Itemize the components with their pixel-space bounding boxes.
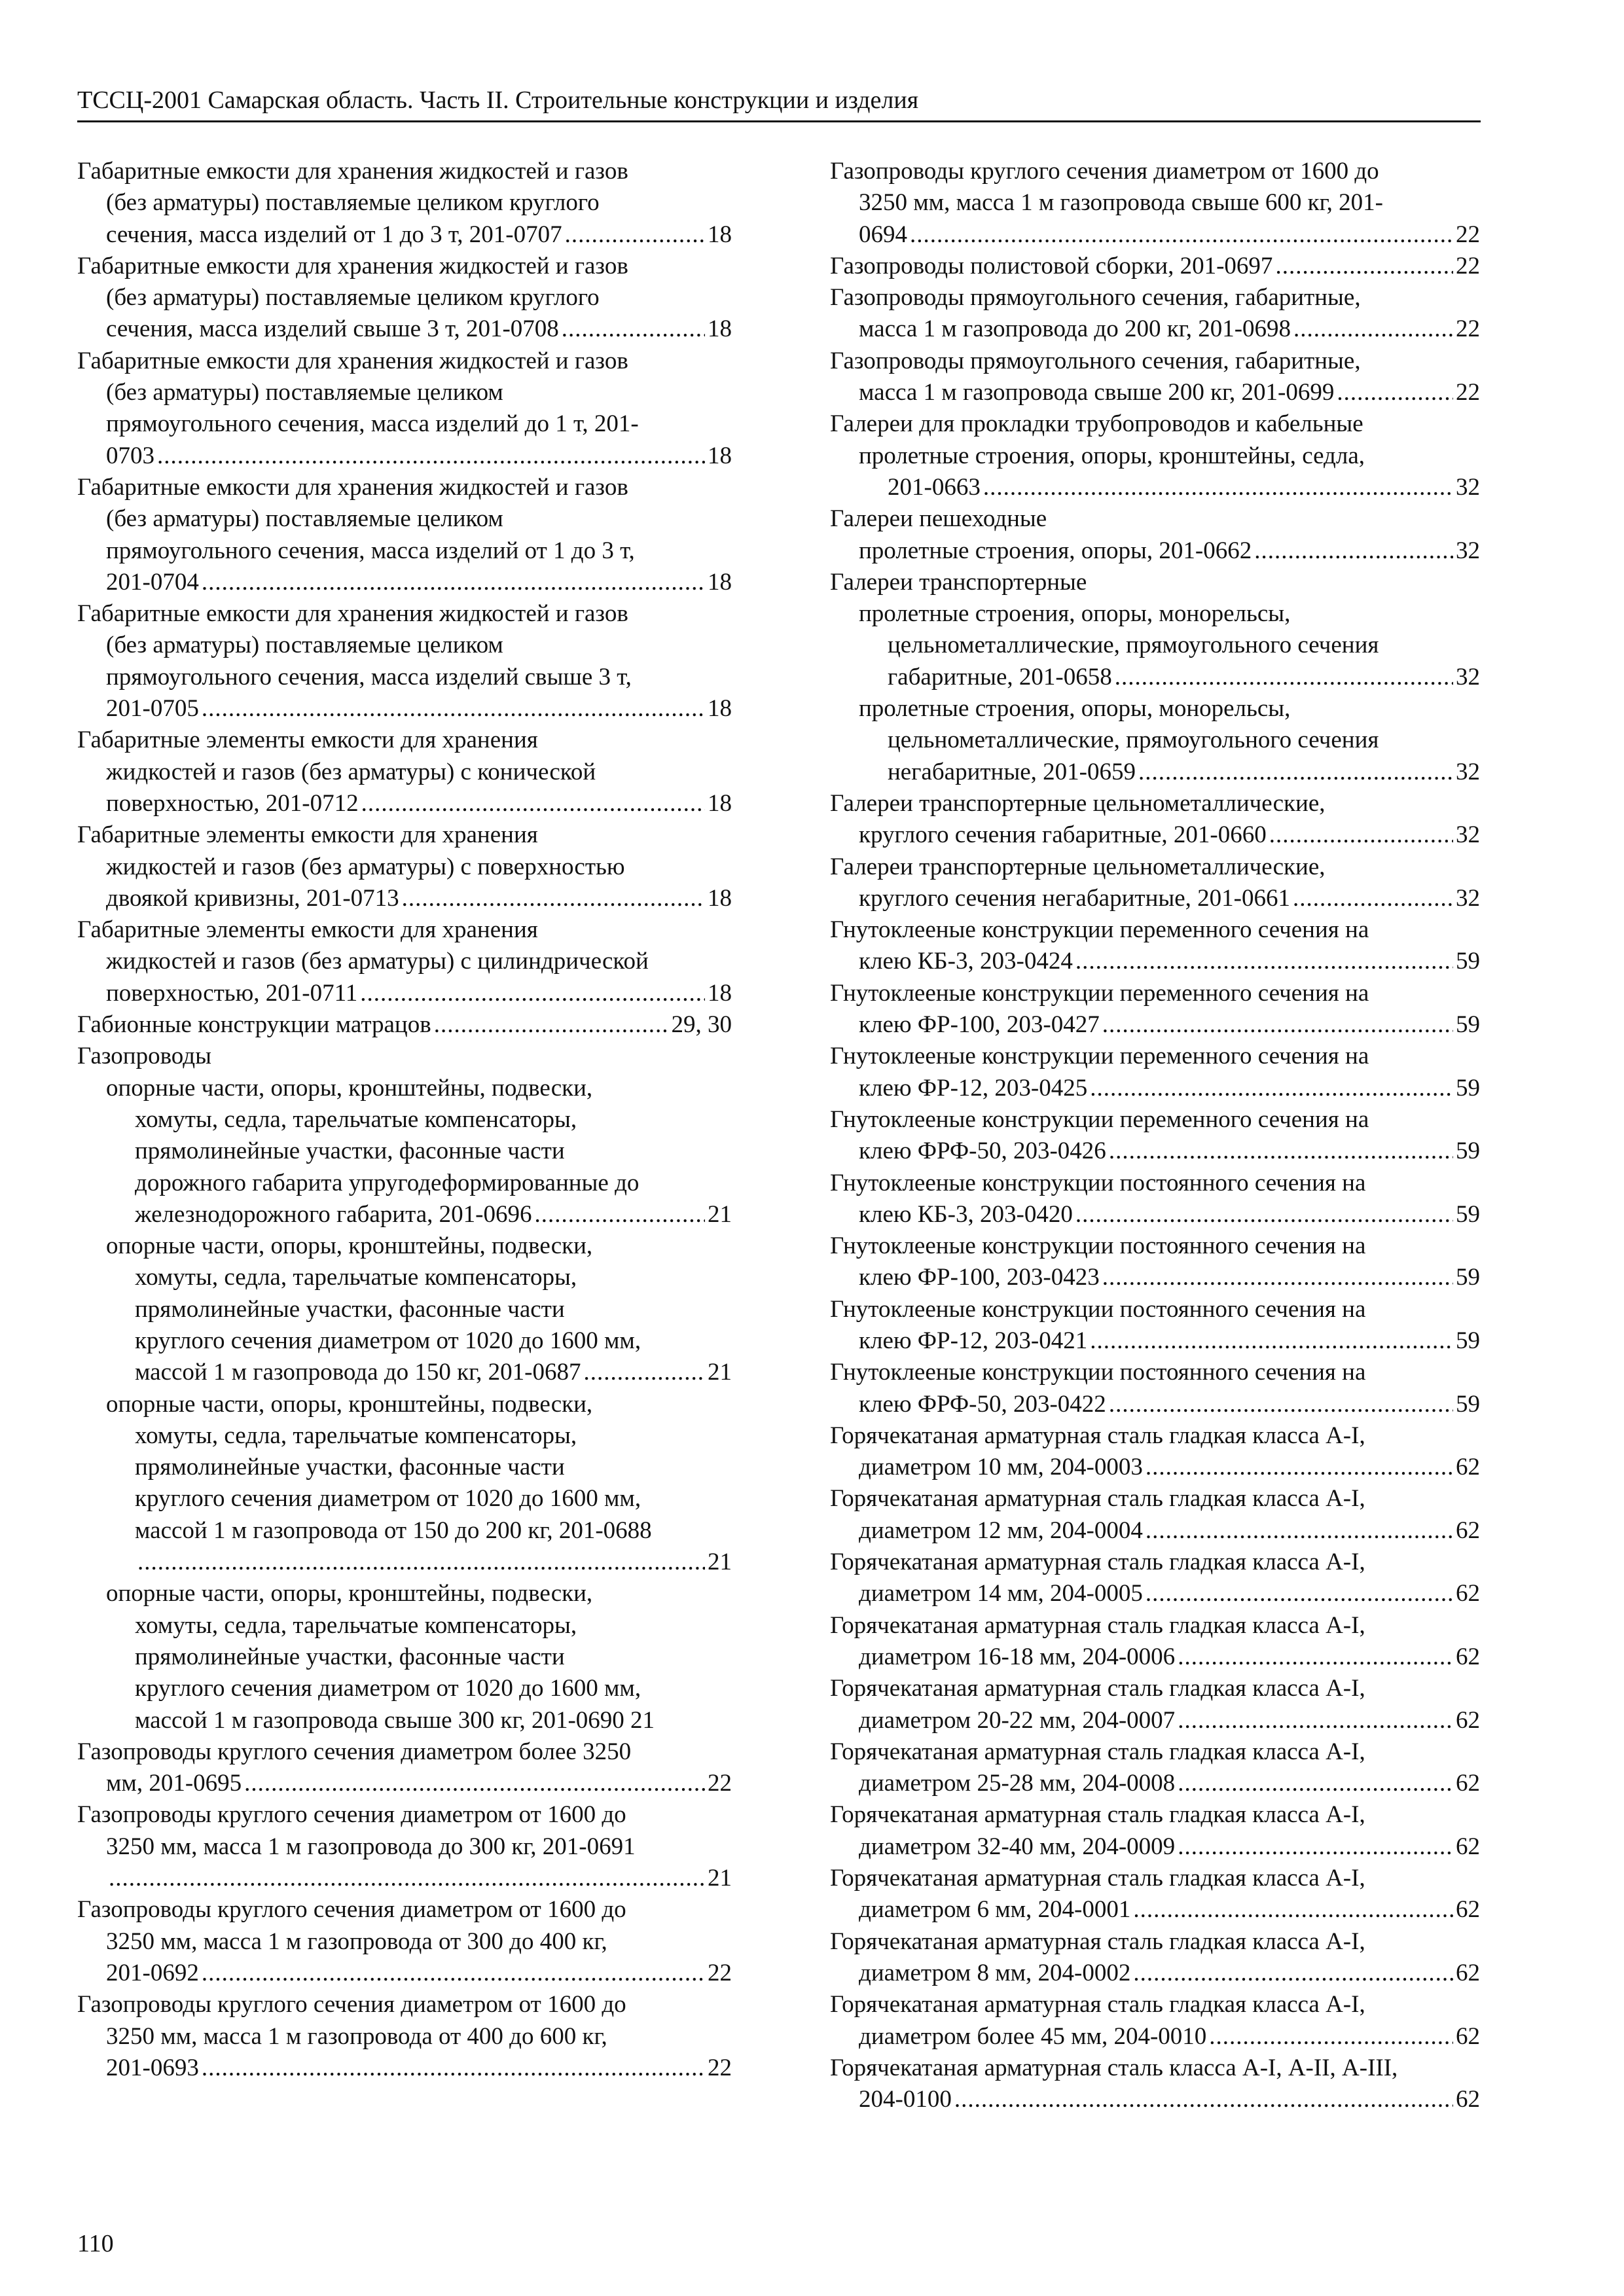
entry-text: хомуты, седла, тарельчатые компенсаторы, bbox=[135, 1611, 577, 1639]
entry-text: Газопроводы круглого сечения диаметром от 1600 до bbox=[77, 1801, 626, 1829]
entry-page-ref: 62 bbox=[1456, 1516, 1480, 1544]
index-column-right bbox=[830, 156, 1480, 2115]
entry-text: массой 1 м газопровода до 150 кг, 201-0687 bbox=[135, 1359, 581, 1386]
index-entry bbox=[830, 503, 1480, 567]
index-entry bbox=[830, 1799, 1480, 1863]
entry-text: двоякой кривизны, 201-0713 bbox=[106, 884, 399, 912]
entry-page-ref: 29, 30 bbox=[671, 1011, 732, 1039]
entry-text: прямоугольного сечения, масса изделий свыше 3 т, bbox=[106, 663, 632, 691]
index-entry bbox=[77, 598, 732, 725]
entry-page-ref: 32 bbox=[1456, 473, 1480, 501]
dot-leader bbox=[1090, 1073, 1453, 1104]
entry-page-ref: 21 bbox=[708, 1359, 732, 1386]
entry-text: опорные части, опоры, кронштейны, подвески, bbox=[106, 1580, 593, 1607]
index-entry bbox=[830, 1989, 1480, 2053]
entry-text: Горячекатаная арматурная сталь гладкая класса А-I, bbox=[830, 1801, 1365, 1829]
index-entry bbox=[830, 1547, 1480, 1610]
entry-text: сечения, масса изделий свыше 3 т, 201-0708 bbox=[106, 315, 559, 343]
dot-leader bbox=[1178, 1831, 1453, 1863]
index-entry bbox=[830, 1736, 1480, 1800]
entry-page-ref: 59 bbox=[1456, 1138, 1480, 1165]
entry-page-ref: 62 bbox=[1456, 2086, 1480, 2113]
entry-text: 0703 bbox=[106, 442, 154, 469]
index-entry bbox=[830, 1863, 1480, 1926]
entry-text: диаметром 14 мм, 204-0005 bbox=[859, 1580, 1143, 1607]
entry-text: Гнутоклееные конструкции переменного сечения на bbox=[830, 1105, 1369, 1133]
entry-page-ref: 18 bbox=[708, 568, 732, 596]
entry-text: мм, 201-0695 bbox=[106, 1770, 242, 1797]
index-entry bbox=[77, 914, 732, 1009]
entry-text: пролетные строения, опоры, монорельсы, bbox=[859, 600, 1291, 628]
index-entry bbox=[830, 693, 1480, 788]
entry-text: Газопроводы круглого сечения диаметром от 1600 до bbox=[830, 158, 1379, 185]
entry-text: прямолинейные участки, фасонные части bbox=[135, 1643, 565, 1670]
entry-page-ref: 62 bbox=[1456, 1643, 1480, 1670]
entry-page-ref: 32 bbox=[1456, 537, 1480, 564]
entry-page-ref: 18 bbox=[708, 221, 732, 248]
entry-text: Габаритные емкости для хранения жидкостей и газов bbox=[77, 252, 628, 279]
index-entry bbox=[830, 1104, 1480, 1168]
dot-leader bbox=[361, 788, 705, 819]
index-entry bbox=[830, 251, 1480, 282]
entry-text: опорные части, опоры, кронштейны, подвески, bbox=[106, 1232, 593, 1260]
index-entry bbox=[77, 1578, 732, 1736]
dot-leader bbox=[1275, 251, 1453, 282]
index-entry bbox=[830, 1230, 1480, 1294]
dot-leader bbox=[1102, 1009, 1453, 1041]
entry-text: Габионные конструкции матрацов bbox=[77, 1011, 431, 1039]
dot-leader bbox=[954, 2084, 1453, 2115]
entry-text: клею КБ-3, 203-0420 bbox=[859, 1200, 1073, 1228]
entry-text: диаметром 12 мм, 204-0004 bbox=[859, 1516, 1143, 1544]
entry-text: клею ФРФ-50, 203-0422 bbox=[859, 1390, 1106, 1418]
entry-page-ref: 62 bbox=[1456, 1833, 1480, 1860]
entry-text: диаметром 16-18 мм, 204-0006 bbox=[859, 1643, 1176, 1670]
entry-text: 201-0663 bbox=[888, 473, 981, 501]
entry-page-ref: 18 bbox=[708, 884, 732, 912]
entry-page-ref: 21 bbox=[708, 1200, 732, 1228]
dot-leader bbox=[137, 1547, 705, 1578]
page-number: 110 bbox=[77, 2230, 114, 2257]
dot-leader bbox=[1269, 819, 1453, 851]
index-entry bbox=[77, 472, 732, 598]
entry-text: Горячекатаная арматурная сталь гладкая класса А-I, bbox=[830, 1991, 1365, 2018]
entry-text: сечения, масса изделий от 1 до 3 т, 201-0707 bbox=[106, 221, 562, 248]
entry-page-ref: 32 bbox=[1456, 884, 1480, 912]
dot-leader bbox=[1146, 1452, 1453, 1483]
entry-text: Газопроводы полистовой сборки, 201-0697 bbox=[830, 252, 1273, 279]
dot-leader bbox=[1075, 946, 1453, 977]
index-entry bbox=[830, 408, 1480, 503]
entry-text: жидкостей и газов (без арматуры) с конической bbox=[106, 758, 596, 785]
entry-page-ref: 62 bbox=[1456, 1454, 1480, 1481]
entry-text: (без арматуры) поставляемые целиком круглого bbox=[106, 189, 600, 217]
entry-text: негабаритные, 201-0659 bbox=[888, 758, 1136, 785]
dot-leader bbox=[565, 219, 705, 251]
entry-page-ref: 21 bbox=[708, 1549, 732, 1576]
dot-leader bbox=[402, 883, 705, 914]
index-entry bbox=[830, 282, 1480, 346]
entry-page-ref: 62 bbox=[1456, 2022, 1480, 2050]
entry-text: 3250 мм, масса 1 м газопровода до 300 кг, 201-0691 bbox=[106, 1833, 636, 1860]
entry-text: хомуты, седла, тарельчатые компенсаторы, bbox=[135, 1105, 577, 1133]
index-entry bbox=[77, 1799, 732, 1894]
entry-text: клею ФР-12, 203-0425 bbox=[859, 1074, 1088, 1102]
entry-text: цельнометаллические, прямоугольного сечения bbox=[888, 632, 1379, 659]
entry-page-ref: 59 bbox=[1456, 1011, 1480, 1039]
entry-page-ref: 22 bbox=[1456, 252, 1480, 279]
entry-text: круглого сечения негабаритные, 201-0661 bbox=[859, 884, 1290, 912]
index-entry bbox=[830, 598, 1480, 693]
index-entry bbox=[830, 1294, 1480, 1357]
entry-page-ref: 59 bbox=[1456, 1264, 1480, 1291]
entry-text: клею ФР-100, 203-0427 bbox=[859, 1011, 1100, 1039]
entry-text: массой 1 м газопровода свыше 300 кг, 201-0690 21 bbox=[135, 1706, 655, 1734]
entry-text: прямолинейные участки, фасонные части bbox=[135, 1295, 565, 1323]
entry-page-ref: 22 bbox=[1456, 379, 1480, 406]
entry-text: круглого сечения диаметром от 1020 до 1600 мм, bbox=[135, 1485, 641, 1513]
dot-leader bbox=[1209, 2021, 1453, 2053]
entry-page-ref: 59 bbox=[1456, 1327, 1480, 1354]
entry-text: диаметром 10 мм, 204-0003 bbox=[859, 1454, 1143, 1481]
entry-text: клею КБ-3, 203-0424 bbox=[859, 948, 1073, 975]
entry-text: массой 1 м газопровода от 150 до 200 кг, 201-0688 bbox=[135, 1516, 652, 1544]
entry-page-ref: 22 bbox=[1456, 221, 1480, 248]
entry-page-ref: 59 bbox=[1456, 1390, 1480, 1418]
entry-text: Газопроводы круглого сечения диаметром от 1600 до bbox=[77, 1896, 626, 1924]
entry-text: масса 1 м газопровода до 200 кг, 201-0698 bbox=[859, 315, 1291, 343]
entry-text: опорные части, опоры, кронштейны, подвески, bbox=[106, 1074, 593, 1102]
entry-text: Горячекатаная арматурная сталь гладкая класса А-I, bbox=[830, 1422, 1365, 1449]
entry-page-ref: 22 bbox=[708, 2054, 732, 2081]
entry-page-ref: 18 bbox=[708, 695, 732, 723]
index-entry bbox=[830, 156, 1480, 251]
dot-leader bbox=[1109, 1389, 1453, 1420]
dot-leader bbox=[562, 314, 705, 345]
index-entry bbox=[830, 1610, 1480, 1674]
entry-text: Галереи пешеходные bbox=[830, 505, 1047, 533]
entry-text: 201-0692 bbox=[106, 1959, 199, 1986]
entry-text: круглого сечения диаметром от 1020 до 1600 мм, bbox=[135, 1327, 641, 1354]
entry-text: диаметром 32-40 мм, 204-0009 bbox=[859, 1833, 1176, 1860]
entry-text: железнодорожного габарита, 201-0696 bbox=[135, 1200, 532, 1228]
entry-text: габаритные, 201-0658 bbox=[888, 663, 1112, 691]
entry-text: Галереи транспортерные цельнометаллические, bbox=[830, 853, 1326, 880]
index-entry bbox=[830, 1420, 1480, 1484]
entry-text: цельнометаллические, прямоугольного сечения bbox=[888, 726, 1379, 754]
entry-text: Горячекатаная арматурная сталь гладкая класса А-I, bbox=[830, 1675, 1365, 1702]
index-entry bbox=[77, 1389, 732, 1579]
entry-text: Гнутоклееные конструкции переменного сечения на bbox=[830, 1043, 1369, 1070]
entry-text: Галереи транспортерные цельнометаллические, bbox=[830, 789, 1326, 817]
dot-leader bbox=[360, 978, 705, 1009]
entry-text: Горячекатаная арматурная сталь гладкая класса А-I, bbox=[830, 1738, 1365, 1765]
index-entry bbox=[830, 1673, 1480, 1736]
entry-text: пролетные строения, опоры, 201-0662 bbox=[859, 537, 1252, 564]
entry-text: 204-0100 bbox=[859, 2086, 952, 2113]
entry-text: хомуты, седла, тарельчатые компенсаторы, bbox=[135, 1264, 577, 1291]
dot-leader bbox=[1254, 535, 1453, 567]
entry-text: 201-0693 bbox=[106, 2054, 199, 2081]
entry-text: 201-0704 bbox=[106, 568, 199, 596]
entry-text: 3250 мм, масса 1 м газопровода от 300 до 400 кг, bbox=[106, 1928, 607, 1955]
dot-leader bbox=[1102, 1262, 1453, 1293]
entry-text: Горячекатаная арматурная сталь гладкая класса А-I, bbox=[830, 1485, 1365, 1513]
entry-text: поверхностью, 201-0711 bbox=[106, 979, 358, 1007]
index-entry bbox=[830, 1926, 1480, 1990]
entry-text: 3250 мм, масса 1 м газопровода от 400 до 600 кг, bbox=[106, 2022, 607, 2050]
entry-text: Габаритные емкости для хранения жидкостей и газов bbox=[77, 158, 628, 185]
dot-leader bbox=[1138, 757, 1453, 788]
entry-text: Гнутоклееные конструкции переменного сечения на bbox=[830, 979, 1369, 1007]
dot-leader bbox=[1090, 1325, 1453, 1357]
entry-text: (без арматуры) поставляемые целиком круглого bbox=[106, 284, 600, 312]
index-entry bbox=[77, 1989, 732, 2084]
entry-text: клею ФР-100, 203-0423 bbox=[859, 1264, 1100, 1291]
dot-leader bbox=[1293, 883, 1453, 914]
dot-leader bbox=[202, 693, 705, 725]
index-entry bbox=[830, 1357, 1480, 1420]
entry-text: Габаритные элементы емкости для хранения bbox=[77, 726, 538, 754]
entry-text: круглого сечения габаритные, 201-0660 bbox=[859, 821, 1267, 849]
entry-text: диаметром 25-28 мм, 204-0008 bbox=[859, 1770, 1176, 1797]
index-entry bbox=[77, 1009, 732, 1041]
entry-text: круглого сечения диаметром от 1020 до 1600 мм, bbox=[135, 1675, 641, 1702]
entry-text: (без арматуры) поставляемые целиком bbox=[106, 505, 503, 533]
entry-text: Горячекатаная арматурная сталь гладкая класса А-I, bbox=[830, 1865, 1365, 1892]
dot-leader bbox=[202, 2053, 705, 2084]
dot-leader bbox=[1178, 1768, 1453, 1799]
entry-text: Горячекатаная арматурная сталь гладкая класса А-I, bbox=[830, 1611, 1365, 1639]
entry-text: поверхностью, 201-0712 bbox=[106, 789, 359, 817]
entry-text: Газопроводы bbox=[77, 1043, 211, 1070]
entry-text: Гнутоклееные конструкции постоянного сечения на bbox=[830, 1169, 1366, 1196]
index-entry bbox=[77, 1894, 732, 1989]
entry-text: Габаритные емкости для хранения жидкостей и газов bbox=[77, 347, 628, 374]
entry-page-ref: 22 bbox=[708, 1770, 732, 1797]
entry-text: диаметром 8 мм, 204-0002 bbox=[859, 1959, 1131, 1986]
entry-text: Габаритные емкости для хранения жидкостей и газов bbox=[77, 473, 628, 501]
dot-leader bbox=[1178, 1641, 1453, 1673]
entry-text: жидкостей и газов (без арматуры) с поверхностью bbox=[106, 853, 625, 880]
index-entry bbox=[830, 2053, 1480, 2116]
index-column-left bbox=[77, 156, 732, 2084]
index-entry bbox=[77, 346, 732, 472]
index-entry bbox=[77, 819, 732, 914]
index-entry bbox=[830, 567, 1480, 598]
index-entry bbox=[77, 156, 732, 251]
entry-page-ref: 62 bbox=[1456, 1706, 1480, 1734]
entry-page-ref: 59 bbox=[1456, 948, 1480, 975]
entry-text: Габаритные элементы емкости для хранения bbox=[77, 916, 538, 944]
entry-page-ref: 62 bbox=[1456, 1580, 1480, 1607]
entry-text: пролетные строения, опоры, кронштейны, седла, bbox=[859, 442, 1365, 469]
entry-page-ref: 62 bbox=[1456, 1896, 1480, 1924]
entry-text: Газопроводы прямоугольного сечения, габаритные, bbox=[830, 284, 1361, 312]
dot-leader bbox=[434, 1009, 669, 1041]
dot-leader bbox=[583, 1357, 705, 1388]
dot-leader bbox=[202, 567, 705, 598]
dot-leader bbox=[1146, 1578, 1453, 1609]
entry-text: (без арматуры) поставляемые целиком bbox=[106, 379, 503, 406]
entry-page-ref: 59 bbox=[1456, 1074, 1480, 1102]
entry-text: опорные части, опоры, кронштейны, подвески, bbox=[106, 1390, 593, 1418]
entry-page-ref: 21 bbox=[708, 1865, 732, 1892]
entry-text: Гнутоклееные конструкции постоянного сечения на bbox=[830, 1295, 1366, 1323]
index-entry bbox=[830, 978, 1480, 1041]
entry-text: Галереи транспортерные bbox=[830, 568, 1087, 596]
entry-text: Газопроводы круглого сечения диаметром более 3250 bbox=[77, 1738, 632, 1765]
dot-leader bbox=[1075, 1199, 1453, 1230]
entry-text: Газопроводы прямоугольного сечения, габаритные, bbox=[830, 347, 1361, 374]
dot-leader bbox=[244, 1768, 705, 1799]
entry-text: (без арматуры) поставляемые целиком bbox=[106, 632, 503, 659]
entry-text: клею ФР-12, 203-0421 bbox=[859, 1327, 1088, 1354]
index-entry bbox=[77, 1041, 732, 1072]
dot-leader bbox=[1337, 377, 1453, 408]
index-entry bbox=[77, 1736, 732, 1800]
entry-page-ref: 18 bbox=[708, 442, 732, 469]
entry-text: диаметром 6 мм, 204-0001 bbox=[859, 1896, 1131, 1924]
entry-text: прямолинейные участки, фасонные части bbox=[135, 1454, 565, 1481]
index-entry bbox=[830, 1483, 1480, 1547]
entry-text: Гнутоклееные конструкции постоянного сечения на bbox=[830, 1232, 1366, 1260]
entry-text: пролетные строения, опоры, монорельсы, bbox=[859, 695, 1291, 723]
entry-text: Гнутоклееные конструкции постоянного сечения на bbox=[830, 1359, 1366, 1386]
entry-page-ref: 18 bbox=[708, 979, 732, 1007]
index-entry bbox=[830, 1041, 1480, 1104]
entry-text: Горячекатаная арматурная сталь класса А-I, А-II, А-III, bbox=[830, 2054, 1398, 2081]
entry-page-ref: 59 bbox=[1456, 1200, 1480, 1228]
dot-leader bbox=[534, 1199, 705, 1230]
dot-leader bbox=[910, 219, 1453, 251]
index-entry bbox=[830, 852, 1480, 915]
dot-leader bbox=[983, 472, 1453, 503]
entry-page-ref: 22 bbox=[1456, 315, 1480, 343]
entry-text: 0694 bbox=[859, 221, 907, 248]
dot-leader bbox=[1146, 1515, 1453, 1547]
entry-page-ref: 32 bbox=[1456, 663, 1480, 691]
dot-leader bbox=[1133, 1894, 1453, 1926]
entry-text: хомуты, седла, тарельчатые компенсаторы, bbox=[135, 1422, 577, 1449]
index-entry bbox=[77, 1073, 732, 1230]
entry-text: Горячекатаная арматурная сталь гладкая класса А-I, bbox=[830, 1928, 1365, 1955]
entry-page-ref: 62 bbox=[1456, 1770, 1480, 1797]
entry-text: Габаритные элементы емкости для хранения bbox=[77, 821, 538, 849]
entry-text: Газопроводы круглого сечения диаметром от 1600 до bbox=[77, 1991, 626, 2018]
entry-text: диаметром 20-22 мм, 204-0007 bbox=[859, 1706, 1176, 1734]
dot-leader bbox=[109, 1863, 705, 1894]
entry-text: прямоугольного сечения, масса изделий от 1 до 3 т, bbox=[106, 537, 635, 564]
dot-leader bbox=[1178, 1705, 1453, 1736]
entry-text: диаметром более 45 мм, 204-0010 bbox=[859, 2022, 1207, 2050]
entry-text: Гнутоклееные конструкции переменного сечения на bbox=[830, 916, 1369, 944]
entry-text: Галереи для прокладки трубопроводов и кабельные bbox=[830, 410, 1363, 438]
entry-page-ref: 32 bbox=[1456, 821, 1480, 849]
entry-text: масса 1 м газопровода свыше 200 кг, 201-0699 bbox=[859, 379, 1335, 406]
index-entry bbox=[830, 1168, 1480, 1231]
index-entry bbox=[830, 788, 1480, 852]
dot-leader bbox=[1109, 1136, 1453, 1167]
index-entry bbox=[77, 1230, 732, 1388]
dot-leader bbox=[157, 440, 705, 472]
entry-text: прямоугольного сечения, масса изделий до 1 т, 201- bbox=[106, 410, 639, 438]
entry-text: дорожного габарита упругодеформированные до bbox=[135, 1169, 640, 1196]
entry-text: Горячекатаная арматурная сталь гладкая класса А-I, bbox=[830, 1549, 1365, 1576]
dot-leader bbox=[1293, 314, 1453, 345]
index-entry bbox=[830, 914, 1480, 978]
index-entry bbox=[830, 346, 1480, 409]
entry-text: 3250 мм, масса 1 м газопровода свыше 600 кг, 201- bbox=[859, 189, 1383, 217]
entry-text: прямолинейные участки, фасонные части bbox=[135, 1138, 565, 1165]
dot-leader bbox=[1115, 662, 1453, 693]
entry-page-ref: 18 bbox=[708, 315, 732, 343]
entry-text: жидкостей и газов (без арматуры) с цилиндрической bbox=[106, 948, 649, 975]
entry-text: 201-0705 bbox=[106, 695, 199, 723]
entry-page-ref: 62 bbox=[1456, 1959, 1480, 1986]
entry-page-ref: 18 bbox=[708, 789, 732, 817]
running-header: ТССЦ-2001 Самарская область. Часть II. Строительные конструкции и изделия bbox=[77, 85, 1481, 122]
index-entry bbox=[77, 251, 732, 346]
dot-leader bbox=[202, 1958, 705, 1989]
entry-page-ref: 32 bbox=[1456, 758, 1480, 785]
entry-page-ref: 22 bbox=[708, 1959, 732, 1986]
entry-text: Габаритные емкости для хранения жидкостей и газов bbox=[77, 600, 628, 628]
entry-text: клею ФРФ-50, 203-0426 bbox=[859, 1138, 1106, 1165]
index-entry bbox=[77, 725, 732, 819]
dot-leader bbox=[1133, 1958, 1453, 1989]
